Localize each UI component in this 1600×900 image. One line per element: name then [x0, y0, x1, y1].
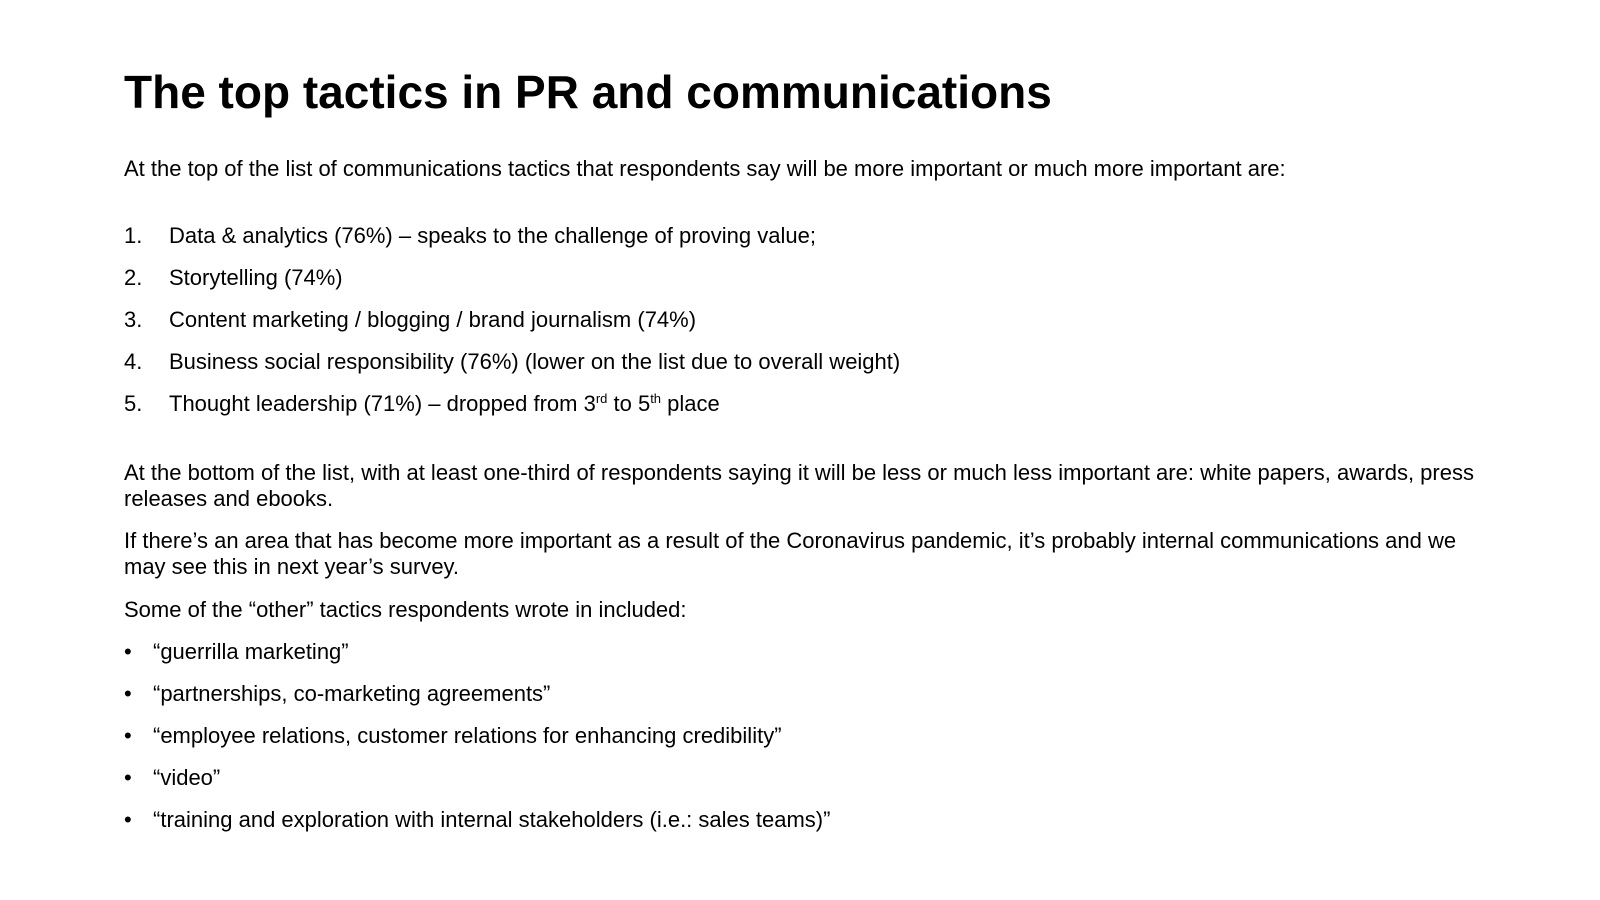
list-number: 2. [124, 265, 143, 290]
list-item [124, 223, 900, 249]
other-tactics-intro: Some of the “other” tactics respondents wrote in included: [124, 597, 687, 622]
list-item [124, 307, 900, 333]
list-item [124, 681, 830, 707]
other-tactics-list [124, 639, 830, 849]
list-item-text: “employee relations, customer relations for enhancing credibility” [153, 723, 782, 748]
text-segment: Thought leadership (71%) – dropped from 3 [169, 391, 596, 416]
list-item [124, 807, 830, 833]
text-segment: place [661, 391, 720, 416]
list-item-text [169, 391, 720, 416]
list-number: 4. [124, 349, 143, 374]
list-item-text: “guerrilla marketing” [153, 639, 349, 664]
pandemic-paragraph: If there’s an area that has become more important as a result of the Coronavirus pandemic, it’s probably internal communications and we may see this in next year’s survey. [124, 528, 1457, 579]
list-item-text: Content marketing / blogging / brand journalism (74%) [169, 307, 697, 332]
list-item-text: “training and exploration with internal stakeholders (i.e.: sales teams)” [153, 807, 831, 832]
list-item-text: “partnerships, co-marketing agreements” [153, 681, 551, 706]
bullet-icon: • [124, 765, 132, 790]
list-item-text: Business social responsibility (76%) (lower on the list due to overall weight) [169, 349, 901, 374]
list-item-text: “video” [153, 765, 221, 790]
superscript-ordinal: rd [595, 391, 608, 406]
list-number: 5. [124, 391, 143, 416]
slide-title: The top tactics in PR and communications [124, 66, 1052, 118]
intro-paragraph: At the top of the list of communications tactics that respondents say will be more important or much more important are: [124, 156, 1286, 181]
bullet-icon: • [124, 681, 132, 706]
list-item [124, 765, 830, 791]
list-item [124, 723, 830, 749]
bullet-icon: • [124, 807, 132, 832]
superscript-ordinal: th [650, 391, 662, 406]
list-item [124, 265, 900, 291]
list-number: 3. [124, 307, 143, 332]
list-item-text: Data & analytics (76%) – speaks to the challenge of proving value; [169, 223, 816, 248]
bottom-of-list-paragraph: At the bottom of the list, with at least one-third of respondents saying it will be less or much less important are: white papers, awards, press releases and ebooks. [124, 460, 1474, 511]
list-item [124, 349, 900, 375]
text-segment: to 5 [607, 391, 651, 416]
bullet-icon: • [124, 639, 132, 664]
list-item-text: Storytelling (74%) [169, 265, 343, 290]
top-tactics-list [124, 223, 900, 433]
bullet-icon: • [124, 723, 132, 748]
list-number: 1. [124, 223, 143, 248]
list-item [124, 391, 900, 417]
list-item [124, 639, 830, 665]
